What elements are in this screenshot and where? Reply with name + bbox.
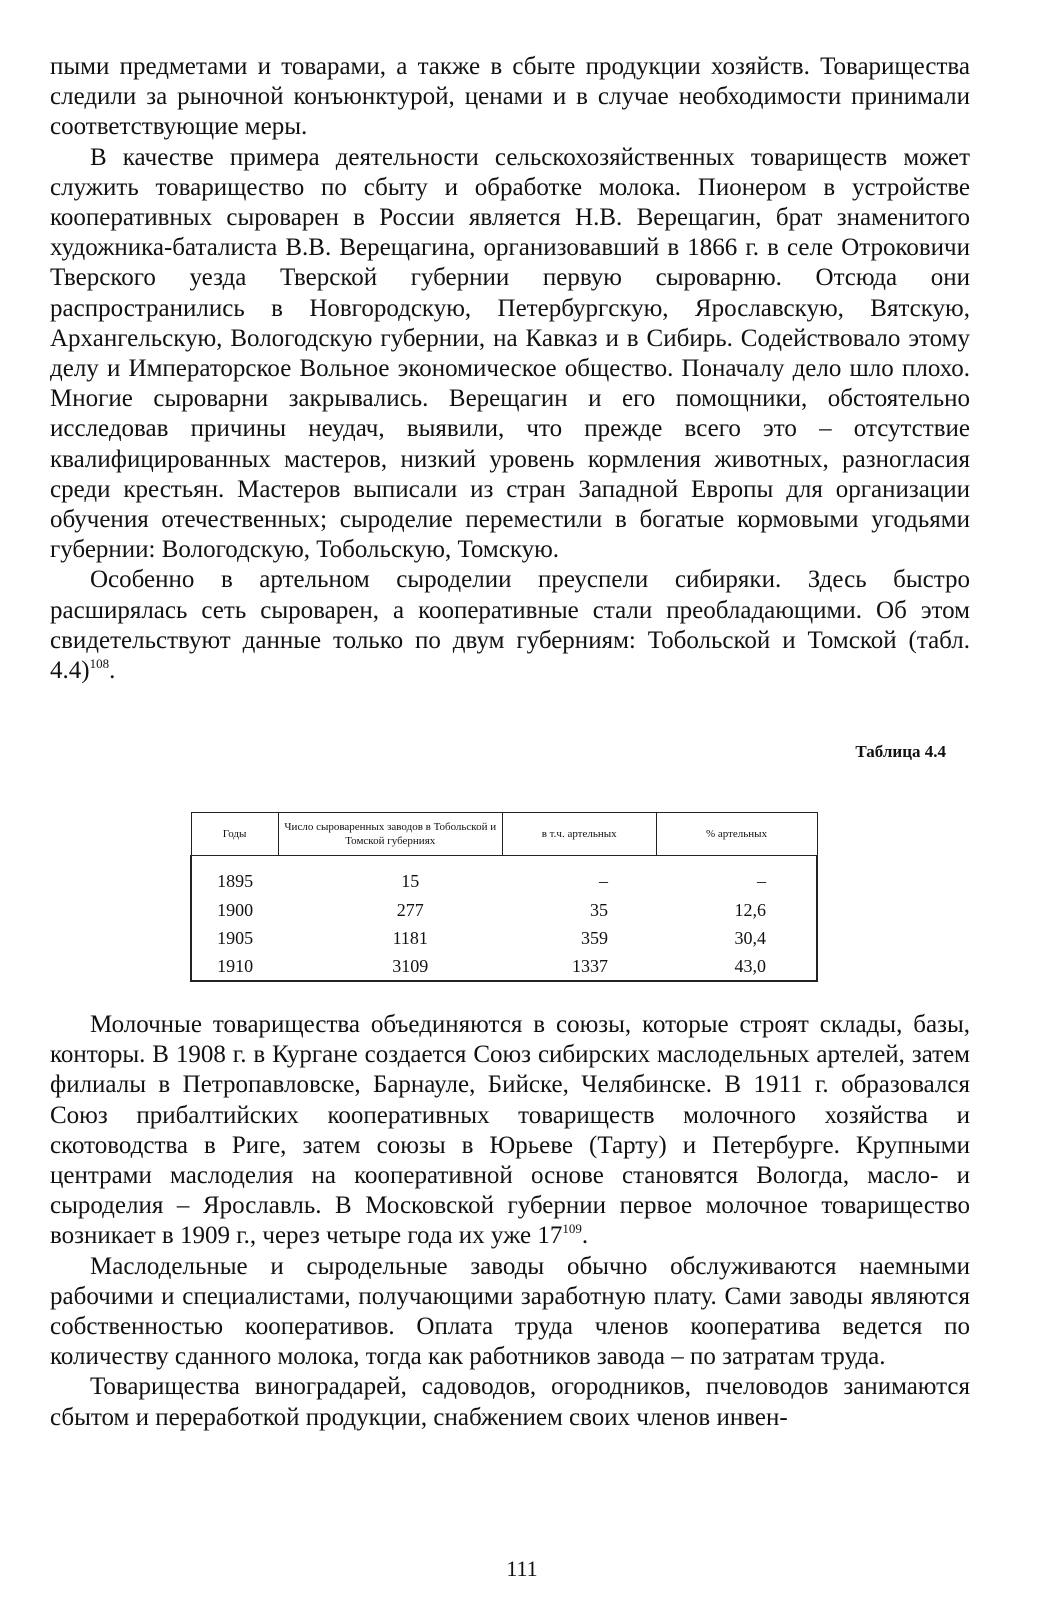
cell-percent: 12,6 [734,899,766,920]
cell-factories: 277 [396,899,424,920]
paragraph-6: Товарищества виноградарей, садоводов, огородников, пчеловодов занимаются сбытом и переработкой продукции, снабжением своих членов инвен- [50,1373,970,1431]
header-percent: % артельных [656,813,817,856]
paragraph-4: Молочные товарищества объединяются в союзы, которые строят склады, базы, конторы. В 1908 г. в Кургане создается Союз сибирских маслодельных артелей, затем филиалы в Петропавловске, Барнауле, Бийске, Челябинске. В 1911 г. образовался Союз прибалтийских кооперативных товариществ молочного хозяйства и скотоводства в Риге, затем союзы в Юрьеве (Тарту) и Петербурге. Крупными центрами маслоделия на кооперативной основе становятся Вологда, масло- и сыроделия – Ярославль. В Московской губернии первое молочное товарищество возникает в 1909 г., через четыре года их уже $17^{109}$. [50,1011,970,1250]
cell-year: 1910 [217,955,254,976]
paragraph-3-text: Особенно в артельном сыроделии преуспели сибиряки. Здесь быстро расширялась сеть сыроварен, а кооперативные стали преобладающими. Об этом свидетельствуют данные только по двум губерниям: Тобольской и Томской (табл. 4.4) [50,566,970,685]
bottom-text [50,1010,970,1433]
page-number: 111 [506,1556,538,1581]
cell-artels: 359 [581,927,609,948]
cell-year: 1900 [217,899,254,920]
cell-factories: 15 [401,870,420,891]
cell-artels: 1337 [572,955,609,976]
cell-artels: – [599,870,609,891]
cell-year: 1895 [217,870,254,891]
table-row [191,896,817,924]
table-header-row [191,813,817,856]
cell-factories: 1181 [392,927,428,948]
cell-percent: 30,4 [734,927,766,948]
cell-year: 1905 [217,927,254,948]
footnote-ref-109: 109 [562,1221,582,1237]
cell-artels: 35 [590,899,609,920]
paragraph-5: Маслодельные и сыродельные заводы обычно обслуживаются наемными рабочими и специалистами, получающими заработную плату. Сами заводы являются собственностью кооперативов. Оплата труда членов кооператива ведется по количеству сданного молока, тогда как работников завода – по затратам труда. [50,1252,970,1371]
paragraph-2: В качестве примера деятельности сельскохозяйственных товариществ может служить товарищество по сбыту и обработке молока. Пионером в устройстве кооперативных сыроварен в России является Н.В. Верещагин, брат знаменитого художника-баталиста В.В. Верещагина, организовавший в 1866 г. в селе Отроковичи Тверского уезда Тверской губернии первую сыроварню. Отсюда они распространились в Новгородскую, Петербургскую, Ярославскую, Вятскую, Архангельскую, Вологодскую губернии, на Кавказ и в Сибирь. Содействовало этому делу и Императорское Вольное экономическое общество. Поначалу дело шло плохо. Многие сыроварни закрывались. Верещагин и его помощники, обстоятельно исследовав причины неудач, выявили, что прежде всего это – отсутствие квалифицированных мастеров, низкий уровень кормления животных, разногласия среди крестьян. Мастеров выписали из стран Западной Европы для организации обучения отечественных; сыроделие переместили в богатые кормовыми угодьями губернии: Вологодскую, Тобольскую, Томскую. [50,143,970,564]
cell-percent: 43,0 [734,955,766,976]
top-text [50,52,970,686]
paragraph-1: пыми предметами и товарами, а также в сбыте продукции хозяйств. Товарищества следили за рыночной конъюнктурой, ценами и в случае необходимости принимали соответствующие меры. [50,53,970,141]
cell-factories: 3109 [392,955,429,976]
table-row [191,856,817,897]
table-caption: Таблица 4.4 [855,742,946,761]
header-factories: Число сыроваренных заводов в Тобольской и Томской губерниях [278,813,502,856]
cell-percent: – [757,870,766,891]
paragraph-4-text: Молочные товарищества объединяются в союзы, которые строят склады, базы, конторы. В 1908 г. в Кургане создается Союз сибирских маслодельных артелей, затем филиалы в Петропавловске, Барнауле, Бийске, Челябинске. В 1911 г. образовался Союз прибалтийских кооперативных товариществ молочного хозяйства и скотоводства в Риге, затем союзы в Юрьеве (Тарту) и Петербурге. Крупными центрами маслоделия на кооперативной основе становятся Вологда, масло- и сыроделия – Ярославль. В Московской губернии первое молочное товарищество возникает в 1909 г., через четыре года их уже 17 [50,1011,970,1250]
footnote-ref-108: 108 [89,656,110,672]
header-years: Годы [191,813,278,856]
data-table [190,812,818,982]
table-row [191,952,817,981]
header-artels: в т.ч. артельных [502,813,656,856]
table-row [191,924,817,952]
paragraph-3: Особенно в артельном сыроделии преуспели сибиряки. Здесь быстро расширялась сеть сыроварен, а кооперативные стали преобладающими. Об этом свидетельствуют данные только по двум губерниям: Тобольской и Томской (табл. 4.4)$^{108}$. [50,566,970,685]
